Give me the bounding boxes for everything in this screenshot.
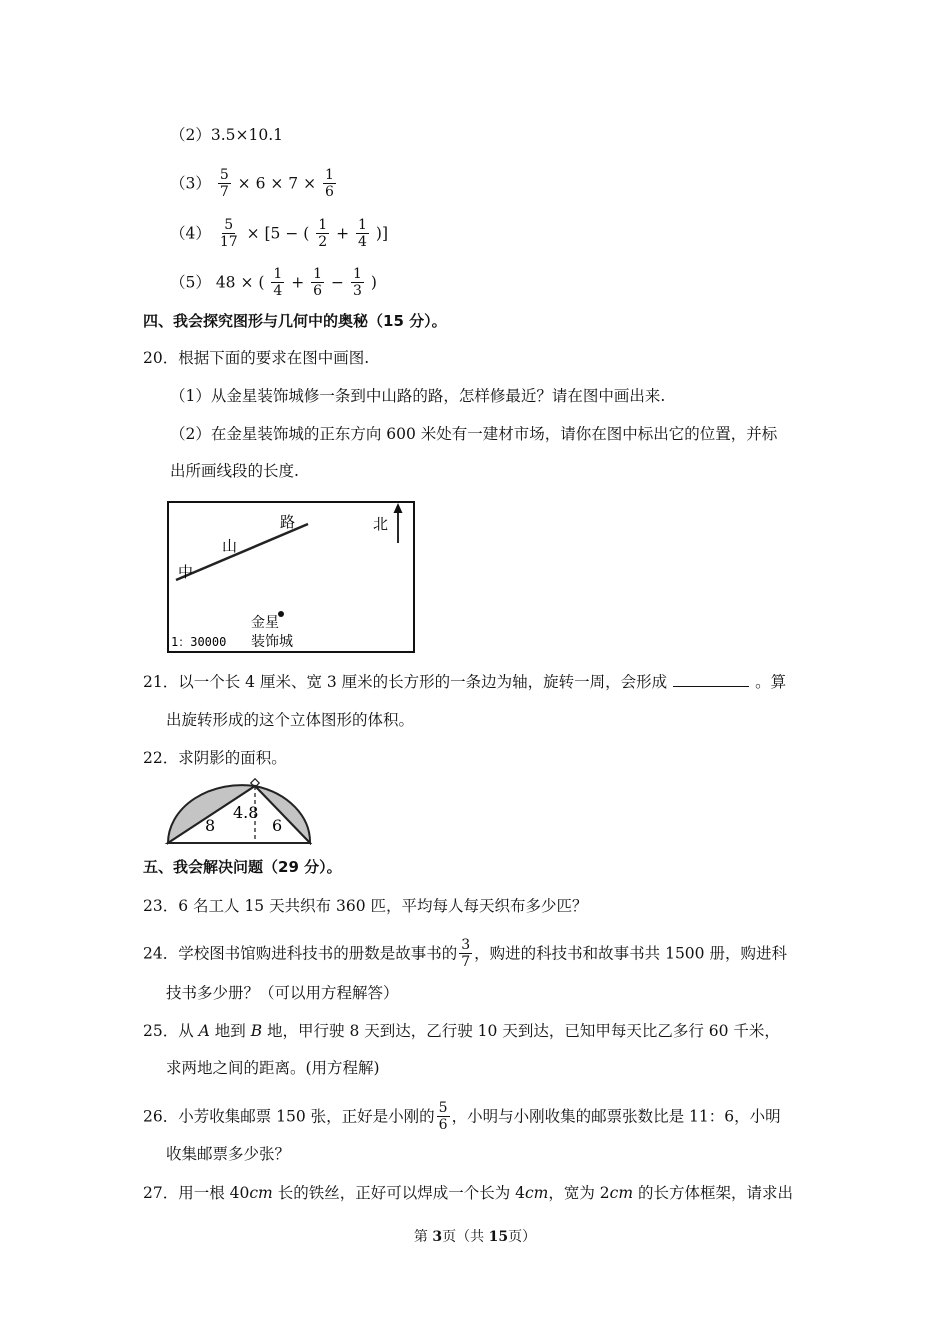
scale-label: 1：30000 (171, 635, 227, 649)
fraction: $\frac{5}{6}$ (438, 1100, 448, 1133)
q26-line2: 收集邮票多少张？ (166, 1145, 291, 1163)
section-5-heading: 五、我会解决问题（29 分）。 (143, 858, 342, 876)
q24-line2: 技书多少册？（可以用方程解答） (166, 984, 399, 1002)
fraction: $\frac{1}{4}$ (273, 266, 283, 299)
item-4: （4） $\frac{5}{17}$ × [5 − ( $\frac{1}{2}$ + $\frac{1}{4}$ )] (170, 217, 388, 250)
fraction: $\frac{1}{6}$ (313, 266, 323, 299)
q25-line2: 求两地之间的距离。(用方程解) (166, 1059, 380, 1077)
q21-line1: 21．以一个长 4 厘米、宽 3 厘米的长方形的一条边为轴，旋转一周，会形成 。算 (143, 673, 787, 691)
fraction: $\frac{1}{2}$ (318, 217, 328, 250)
q23: 23．6 名工人 15 天共织布 360 匹，平均每人每天织布多少匹？ (143, 897, 588, 915)
answer-blank[interactable] (673, 672, 749, 687)
q20-part2: （2）在金星装饰城的正东方向 600 米处有一建材市场，请你在图中标出它的位置，并标 (170, 425, 778, 443)
item-5: （5） 48 × ( $\frac{1}{4}$ + $\frac{1}{6}$ − $\frac{1}{3}$ ) (170, 266, 377, 299)
q22-stem: 22．求阴影的面积。 (143, 749, 287, 767)
q26-line1: 26．小芳收集邮票 150 张，正好是小刚的 $\frac{5}{6}$ ，小明与小刚收集的邮票张数比是 11：6，小明 (143, 1100, 781, 1133)
road-char-2: 山 (222, 537, 238, 555)
map-figure (166, 500, 416, 654)
item-2: （2）3.5×10.1 (170, 126, 284, 144)
place-label-2: 装饰城 (251, 634, 293, 650)
page-footer: 第 3页（共 15页） (413, 1229, 537, 1245)
right-side-label: 6 (272, 816, 283, 835)
q21-line2: 出旋转形成的这个立体图形的体积。 (166, 711, 415, 729)
road-char-1: 中 (178, 563, 194, 581)
q25-line1: 25．从 A 地到 B 地，甲行驶 8 天到达，乙行驶 10 天到达，已知甲每天比乙多行 60 千米， (143, 1022, 780, 1040)
item-2-expr: 3.5×10.1 (210, 126, 284, 144)
height-label: 4.8 (233, 803, 259, 822)
fraction: $\frac{5}{17}$ (219, 217, 238, 250)
road-char-3: 路 (280, 513, 296, 531)
fraction: $\frac{1}{3}$ (352, 266, 362, 299)
q20-part1: （1）从金星装饰城修一条到中山路的路，怎样修最近？请在图中画出来. (170, 387, 666, 405)
fraction: $\frac{3}{7}$ (461, 937, 471, 970)
shaded-area-figure (162, 776, 322, 846)
q24-line1: 24．学校图书馆购进科技书的册数是故事书的 $\frac{3}{7}$ ，购进的科技书和故事书共 1500 册，购进科 (143, 937, 787, 970)
left-side-label: 8 (205, 816, 216, 835)
section-4-heading: 四、我会探究图形与几何中的奥秘（15 分）。 (143, 312, 447, 330)
north-label: 北 (373, 515, 389, 533)
q20-stem: 20．根据下面的要求在图中画图. (143, 349, 370, 367)
place-label-1: 金星 (251, 615, 279, 631)
q20-part2-cont: 出所画线段的长度. (170, 462, 299, 480)
q27-line1: 27．用一根 40cm 长的铁丝，正好可以焊成一个长为 4cm，宽为 2cm 的长方体框架，请求出 (143, 1184, 793, 1202)
fraction: $\frac{1}{4}$ (358, 217, 367, 250)
fraction: $\frac{1}{6}$ (325, 167, 334, 200)
fraction: $\frac{5}{7}$ (219, 167, 229, 200)
item-3: （3） $\frac{5}{7}$ × 6 × 7 × $\frac{1}{6}$ (170, 167, 334, 200)
